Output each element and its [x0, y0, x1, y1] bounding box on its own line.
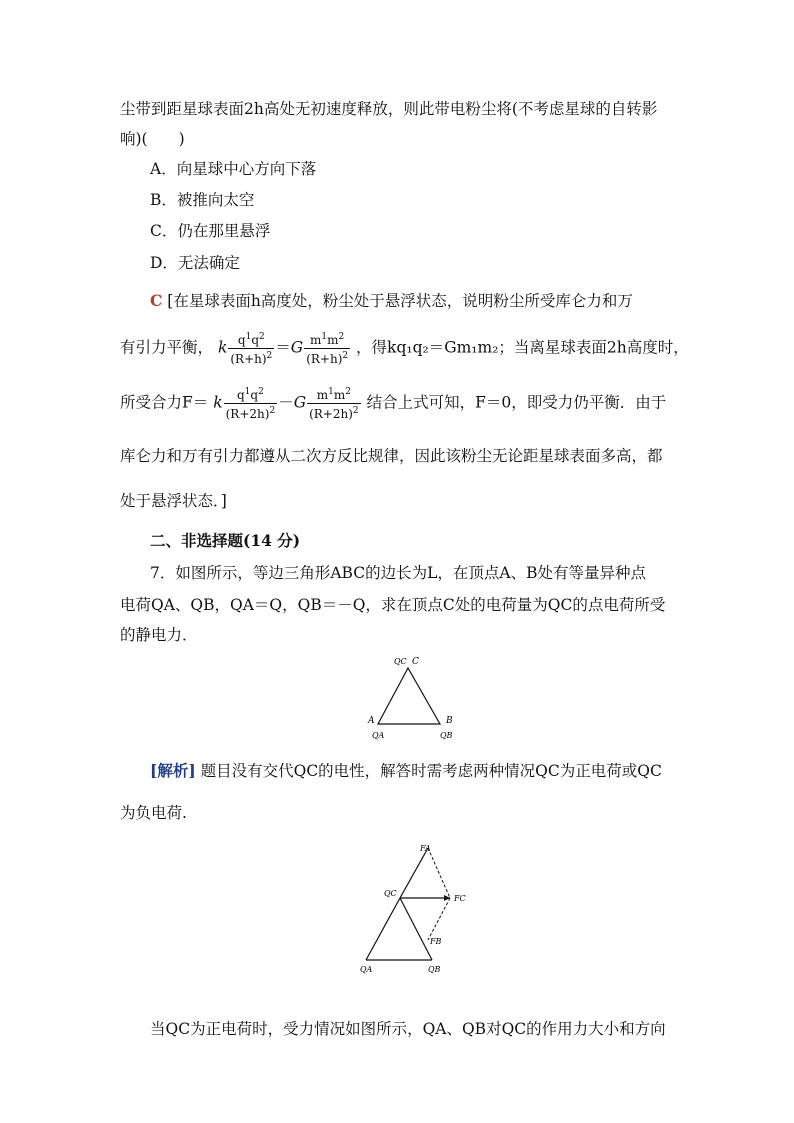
q6-explanation-line1 [150, 290, 710, 312]
label-fa: FA [420, 844, 431, 853]
label-b: B [446, 716, 453, 726]
dashed-fc-fb [428, 898, 450, 940]
q7-line1: 7．如图所示，等边三角形ABC的边长为L，在顶点A、B处有等量异种点 [150, 564, 646, 582]
line-qc-fa [400, 848, 428, 898]
q7-line3: 的静电力． [120, 626, 198, 644]
line-qc-qb [400, 898, 432, 960]
q7-line2: 电荷QA、QB，QA＝Q，QB＝－Q，求在顶点C处的电荷量为QC的点电荷所受 [120, 596, 666, 614]
analysis-line2: 为负电荷. [120, 804, 187, 822]
formula-coulomb: $\frac{q^1q^2}{(R+h)^2}$ [230, 332, 273, 366]
label-c: C [412, 657, 419, 667]
analysis-line3: 当QC为正电荷时，受力情况如图所示，QA、QB对QC的作用力大小和方向 [150, 1020, 666, 1038]
label-qb: QB [440, 731, 453, 740]
formula-gravity: $\frac{m^1m^2}{(R+h)^2}$ [306, 332, 349, 366]
q6-explanation-line5: 处于悬浮状态．] [120, 492, 227, 510]
triangle-figure [360, 650, 470, 745]
q6-line2: 响)( ) [120, 130, 185, 148]
q6-answer: C [150, 291, 163, 310]
section-heading: 二、非选择题(14 分) [150, 531, 301, 550]
triangle-abc [378, 668, 440, 724]
formula-net-coulomb: $\frac{q^1q^2}{(R+2h)^2}$ [225, 387, 276, 421]
q6-option-a: A．向星球中心方向下落 [150, 160, 317, 178]
label-qc-2: QC [384, 889, 397, 898]
q6-line1: 尘带到距星球表面2h高处无初速度释放，则此带电粉尘将(不考虑星球的自转影 [120, 100, 658, 118]
q6-option-d: D．无法确定 [150, 254, 240, 272]
label-qa-2: QA [360, 965, 373, 974]
formula-net-gravity: $\frac{m^1m^2}{(R+2h)^2}$ [309, 387, 359, 421]
q6-expl1: [在星球表面h高度处，粉尘处于悬浮状态，说明粉尘所受库仑力和万 [167, 292, 633, 310]
q6-option-b: B．被推向太空 [150, 191, 255, 209]
label-a: A [368, 716, 375, 726]
label-fb: FB [430, 937, 442, 946]
force-diagram [350, 838, 480, 978]
label-qc: QC [394, 657, 407, 666]
q6-explanation-line4: 库仑力和万有引力都遵从二次方反比规律，因此该粉尘无论距星球表面多高，都 [120, 447, 663, 465]
analysis-line1: [解析] 题目没有交代QC的电性，解答时需考虑两种情况QC为正电荷或QC [150, 761, 662, 780]
q6-explanation-line2: 有引力平衡， k $\frac{q^1q^2}{(R+h)^2}$ ＝G $\frac{m^1m^2}{(R+h)^2}$ ，得kq₁q₂＝Gm₁m₂；当离星球表面2h高度时， [120, 332, 689, 366]
dashed-fa-fc [428, 848, 450, 898]
label-qa: QA [372, 731, 385, 740]
label-qb-2: QB [428, 965, 441, 974]
q6-explanation-line3: 所受合力F＝ k $\frac{q^1q^2}{(R+2h)^2}$ －G $\frac{m^1m^2}{(R+2h)^2}$ 结合上式可知，F＝0，即受力仍平衡．由于 [120, 387, 667, 421]
q6-option-c: C．仍在那里悬浮 [150, 222, 271, 240]
line-qa-qc [366, 898, 400, 960]
label-fc: FC [454, 894, 466, 903]
analysis-tag: [解析] [150, 761, 196, 780]
